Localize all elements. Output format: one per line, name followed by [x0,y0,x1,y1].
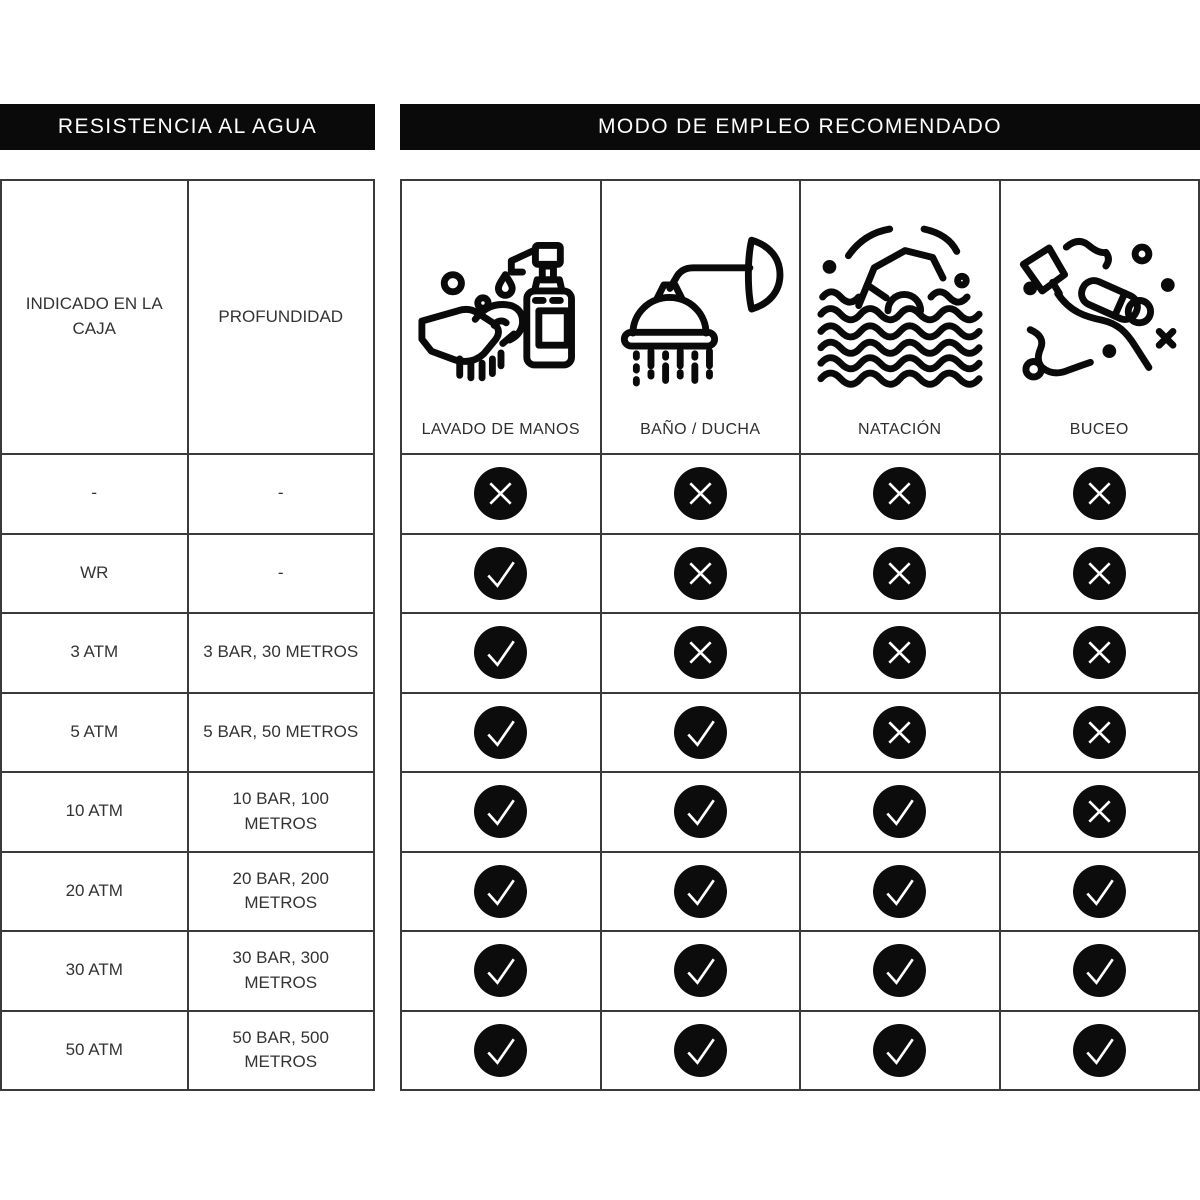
mark-no-icon [801,614,999,692]
mark-yes-icon [402,932,600,1010]
activity-label: NATACIÓN [858,420,942,438]
mark-yes-icon [602,1012,800,1090]
activity-header-diving [1001,181,1199,453]
mark-yes-icon [402,614,600,692]
mark-no-icon [1001,694,1199,772]
caja-cell: 10 ATM [2,773,187,851]
profundidad-cell: 30 BAR, 300 METROS [189,932,374,1010]
caja-cell: 3 ATM [2,614,187,692]
col-header-indicado-en-la-caja: INDICADO EN LA CAJA [2,181,187,453]
swimming-icon [805,181,995,414]
mark-no-icon [402,455,600,533]
activity-header-shower [602,181,800,453]
right-section-header [400,104,1200,150]
left-section-header [0,104,375,150]
mark-yes-icon [801,1012,999,1090]
profundidad-cell: - [189,535,374,613]
mark-yes-icon [602,853,800,931]
right-section-title: MODO DE EMPLEO RECOMENDADO [598,115,1002,138]
recommended-use-grid [400,179,1200,1091]
mark-yes-icon [801,932,999,1010]
left-section-title: RESISTENCIA AL AGUA [57,115,318,138]
activity-header-handwash [402,181,600,453]
caja-cell: 20 ATM [2,853,187,931]
mark-no-icon [1001,535,1199,613]
mark-no-icon [602,535,800,613]
mark-yes-icon [1001,932,1199,1010]
profundidad-cell: 20 BAR, 200 METROS [189,853,374,931]
mark-no-icon [801,694,999,772]
activity-label: BAÑO / DUCHA [640,420,761,438]
mark-yes-icon [602,773,800,851]
activity-label: LAVADO DE MANOS [421,420,580,438]
activity-header-swimming [801,181,999,453]
col-header-profundidad: PROFUNDIDAD [189,181,374,453]
mark-no-icon [1001,455,1199,533]
caja-cell: 50 ATM [2,1012,187,1090]
caja-cell: 30 ATM [2,932,187,1010]
caja-cell: 5 ATM [2,694,187,772]
diving-icon [1005,181,1195,414]
mark-yes-icon [602,694,800,772]
mark-yes-icon [1001,1012,1199,1090]
mark-yes-icon [801,853,999,931]
mark-no-icon [1001,773,1199,851]
mark-no-icon [1001,614,1199,692]
mark-yes-icon [402,773,600,851]
mark-no-icon [801,535,999,613]
profundidad-cell: - [189,455,374,533]
mark-no-icon [602,455,800,533]
shower-icon [606,181,796,414]
activity-label: BUCEO [1069,420,1129,438]
profundidad-cell: 10 BAR, 100 METROS [189,773,374,851]
mark-yes-icon [402,1012,600,1090]
water-resistance-table [0,179,375,1091]
mark-yes-icon [402,853,600,931]
caja-cell: WR [2,535,187,613]
mark-yes-icon [801,773,999,851]
mark-no-icon [801,455,999,533]
caja-cell: - [2,455,187,533]
mark-yes-icon [1001,853,1199,931]
profundidad-cell: 3 BAR, 30 METROS [189,614,374,692]
mark-yes-icon [402,694,600,772]
profundidad-cell: 50 BAR, 500 METROS [189,1012,374,1090]
profundidad-cell: 5 BAR, 50 METROS [189,694,374,772]
mark-no-icon [602,614,800,692]
mark-yes-icon [602,932,800,1010]
handwash-icon [406,181,596,414]
mark-yes-icon [402,535,600,613]
